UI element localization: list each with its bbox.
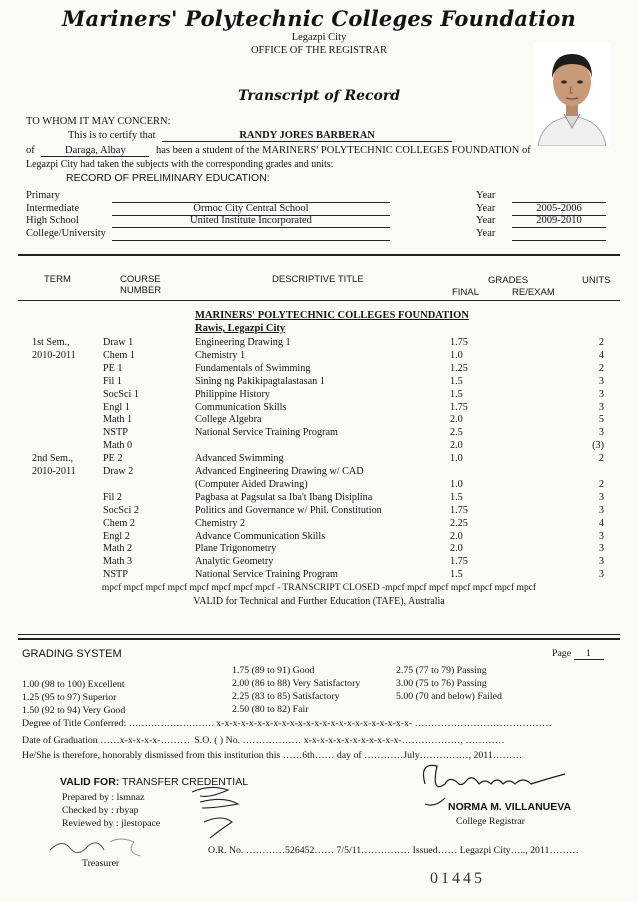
reviewed-value: : jlestopace xyxy=(115,818,161,829)
descriptive-title-cell xyxy=(195,439,435,452)
reexam-header: RE/EXAM xyxy=(512,287,555,298)
checked-value: : rbyap xyxy=(110,805,139,816)
dismissal-text: He/She is therefore, honorably dismissed from this institution this xyxy=(22,750,281,761)
final-grade-cell: 1.75 xyxy=(450,401,468,413)
grade-scale-entry: 2.00 (86 to 88) Very Satisfactory xyxy=(232,678,361,689)
course-number-cell: PE 2 xyxy=(103,453,123,465)
issued-year: 2011 xyxy=(530,845,550,856)
year-label: Year xyxy=(476,190,496,201)
descriptive-title-cell: Chemistry 2 xyxy=(195,517,246,529)
course-number-cell: SocSci 1 xyxy=(103,388,139,400)
course-number-cell: SocSci 2 xyxy=(103,504,139,516)
preliminary-level: Primary xyxy=(26,190,60,201)
student-photo xyxy=(534,42,610,146)
term-cell xyxy=(32,478,92,491)
course-number-cell: Math 0 xyxy=(103,440,133,452)
final-grade-cell: 1.5 xyxy=(450,388,463,400)
descriptive-title-cell: Engineering Drawing 1 xyxy=(195,337,291,348)
units-cell: (3) xyxy=(592,440,604,452)
valid-for-label: VALID FOR: xyxy=(60,776,120,788)
preliminary-level: High School xyxy=(26,215,79,226)
course-number-cell: Math 3 xyxy=(103,556,133,568)
descriptive-title-cell: Pagbasa at Pagsulat sa Iba't Ibang Disiplina xyxy=(195,491,373,503)
preliminary-heading: RECORD OF PRELIMINARY EDUCATION: xyxy=(66,172,270,184)
course-number-cell: NSTP xyxy=(103,427,128,439)
course-number-cell: Engl 2 xyxy=(103,530,130,542)
final-grade-cell: 2.25 xyxy=(450,517,468,529)
final-header: FINAL xyxy=(452,287,479,298)
registrar-title: College Registrar xyxy=(456,816,525,827)
course-number-cell: Chem 1 xyxy=(103,349,135,361)
issued-place: Legazpi City xyxy=(459,845,511,856)
descriptive-title-cell: Sining ng Pakikipagtalastasan 1 xyxy=(195,375,325,387)
page-label: Page xyxy=(552,648,572,659)
registrar-name: NORMA M. VILLANUEVA xyxy=(448,801,572,813)
final-grade-cell: 2.0 xyxy=(450,543,463,555)
units-cell: 3 xyxy=(598,569,604,581)
year-label: Year xyxy=(476,215,496,226)
units-cell: 3 xyxy=(598,388,604,400)
descriptive-title-cell: Chemistry 1 xyxy=(195,349,246,361)
grade-scale-entry: 2.25 (83 to 85) Satisfactory xyxy=(232,691,340,702)
course-header: COURSE xyxy=(120,274,161,285)
term-cell xyxy=(32,530,92,543)
final-grade-cell: 1.5 xyxy=(450,569,463,581)
units-cell xyxy=(580,465,604,478)
units-cell: 3 xyxy=(598,427,604,439)
grade-scale-entry: 2.50 (80 to 82) Fair xyxy=(232,704,309,715)
prepared-label: Prepared by xyxy=(62,792,110,803)
term-cell xyxy=(32,542,92,555)
course-number-cell: Draw 2 xyxy=(103,466,134,477)
descriptive-title-cell: Advanced Swimming xyxy=(195,453,284,465)
units-cell: 3 xyxy=(598,491,604,503)
term-cell xyxy=(32,517,92,530)
registrar-office: OFFICE OF THE REGISTRAR xyxy=(250,45,388,56)
descriptive-title-cell: (Computer Aided Drawing) xyxy=(195,478,308,490)
reviewed-label: Reviewed by xyxy=(62,818,114,829)
of-label: of xyxy=(26,145,35,156)
preliminary-school xyxy=(112,228,390,241)
final-grade-cell: 1.5 xyxy=(450,375,463,387)
term-cell xyxy=(32,401,92,414)
school-name: MARINERS' POLYTECHNIC COLLEGES FOUNDATION xyxy=(195,310,469,321)
divider xyxy=(18,254,620,256)
grade-scale-entry: 1.25 (95 to 97) Superior xyxy=(22,692,117,703)
term-cell: 2nd Sem., xyxy=(32,453,74,465)
grade-scale-entry: 5.00 (70 and below) Failed xyxy=(396,691,502,702)
units-header: UNITS xyxy=(582,275,611,286)
grade-scale-entry: 2.75 (77 to 79) Passing xyxy=(396,665,487,676)
student-address: Daraga, Albay xyxy=(41,145,149,157)
graduation-label: Date of Graduation xyxy=(22,735,98,746)
grading-column-1 xyxy=(22,678,125,717)
course-number-cell: Engl 1 xyxy=(103,401,130,413)
final-grade-cell: 1.25 xyxy=(450,362,468,374)
course-number-cell: PE 1 xyxy=(103,362,123,374)
course-number-cell: Chem 2 xyxy=(103,517,135,529)
so-value: x-x-x-x-x-x-x-x-x-x-x-x- xyxy=(303,735,402,746)
units-cell: 5 xyxy=(598,414,604,426)
grades-header: GRADES xyxy=(488,275,529,286)
descriptive-title-cell: National Service Training Program xyxy=(195,427,338,439)
final-grade-cell: 2.0 xyxy=(450,414,463,426)
descriptive-title-cell: Plane Trigonometry xyxy=(195,543,277,555)
number-header: NUMBER xyxy=(120,285,162,296)
degree-value: x-x-x-x-x-x-x-x-x-x-x-x-x-x-x-x-x-x-x-x-x-x-x-x- xyxy=(216,718,413,729)
preliminary-year: 2009-2010 xyxy=(512,215,606,228)
units-cell: 3 xyxy=(598,556,604,568)
term-cell xyxy=(32,439,92,452)
units-cell: 3 xyxy=(598,504,604,516)
grade-scale-entry: 1.00 (98 to 100) Excellent xyxy=(22,679,125,690)
term-cell xyxy=(32,555,92,568)
divider xyxy=(18,300,620,301)
student-status-text: has been a student of the MARINERS' POLYTECHNIC COLLEGES FOUNDATION of xyxy=(156,145,531,156)
so-label: S.O. ( ) No. xyxy=(194,735,241,746)
treasurer-label: Treasurer xyxy=(82,858,120,869)
units-cell: 4 xyxy=(598,517,604,529)
day-of-label: day of xyxy=(336,750,362,761)
final-grade-cell: 1.5 xyxy=(450,491,463,503)
final-grade-cell: 1.75 xyxy=(450,504,468,516)
institution-name: Mariners' Polytechnic Colleges Foundation xyxy=(62,6,576,31)
descriptive-title-cell: Politics and Governance w/ Phil. Constitution xyxy=(195,504,382,516)
grading-heading: GRADING SYSTEM xyxy=(22,648,122,660)
term-cell xyxy=(32,568,92,581)
descriptive-title-cell: National Service Training Program xyxy=(195,569,338,581)
dismissal-year: 2011 xyxy=(473,750,493,761)
degree-label: Degree of Title Conferred: xyxy=(22,718,127,729)
descriptive-title-cell: Advanced Engineering Drawing w/ CAD xyxy=(195,466,364,477)
or-date: 7/5/11 xyxy=(336,845,362,856)
title-header: DESCRIPTIVE TITLE xyxy=(272,274,364,285)
year-label: Year xyxy=(476,202,496,214)
student-name: RANDY JORES BARBERAN xyxy=(162,130,452,142)
divider xyxy=(18,638,620,640)
subjects-statement: Legazpi City had taken the subjects with the corresponding grades and units: xyxy=(26,159,334,170)
descriptive-title-cell: Communication Skills xyxy=(195,401,287,413)
final-grade-cell: 1.0 xyxy=(450,349,463,361)
term-cell: 2010-2011 xyxy=(32,466,76,477)
certify-text: This is to certify that xyxy=(68,130,156,141)
units-cell: 4 xyxy=(598,349,604,361)
descriptive-title-cell: College Algebra xyxy=(195,414,262,426)
year-label: Year xyxy=(476,227,496,239)
prepared-value: : lsmnaz xyxy=(111,792,145,803)
course-number-cell: Fil 2 xyxy=(103,491,122,503)
checked-label: Checked by xyxy=(62,805,109,816)
final-grade-cell: 1.0 xyxy=(450,453,463,465)
descriptive-title-cell: Philippine History xyxy=(195,388,270,400)
term-cell xyxy=(32,504,92,517)
units-cell: 3 xyxy=(598,530,604,542)
units-cell: 2 xyxy=(598,478,604,490)
preliminary-school: Ormoc City Central School xyxy=(112,203,390,216)
tafe-validity: VALID for Technical and Further Education (TAFE), Australia xyxy=(193,596,445,607)
final-grade-cell: 1.75 xyxy=(450,556,468,568)
descriptive-title-cell: Analytic Geometry xyxy=(195,556,274,568)
course-number-cell: Math 2 xyxy=(103,543,133,555)
units-cell: 3 xyxy=(598,543,604,555)
course-number-cell: Draw 1 xyxy=(103,337,134,348)
initials-signature xyxy=(180,778,250,848)
term-cell xyxy=(32,413,92,426)
serial-number: 01445 xyxy=(430,870,485,887)
preliminary-year xyxy=(512,190,606,203)
or-label: O.R. No. xyxy=(208,845,244,856)
grading-column-3 xyxy=(396,664,502,703)
descriptive-title-cell: Fundamentals of Swimming xyxy=(195,362,311,374)
page-number: 1 xyxy=(574,648,604,660)
issued-label: Issued xyxy=(412,845,438,856)
term-cell xyxy=(32,426,92,439)
final-grade-cell: 2.5 xyxy=(450,427,463,439)
units-cell: 3 xyxy=(598,401,604,413)
units-cell: 2 xyxy=(598,453,604,465)
preliminary-year xyxy=(512,228,606,241)
salutation: TO WHOM IT MAY CONCERN: xyxy=(26,116,171,127)
term-cell: 2010-2011 xyxy=(32,349,76,361)
final-grade-cell: 1.0 xyxy=(450,478,463,490)
term-cell xyxy=(32,362,92,375)
preliminary-school xyxy=(112,190,390,203)
school-location: Rawis, Legazpi City xyxy=(195,323,286,334)
units-cell: 3 xyxy=(598,375,604,387)
term-header: TERM xyxy=(44,274,71,285)
final-grade-cell: 2.0 xyxy=(450,530,463,542)
final-grade-cell: 1.75 xyxy=(450,337,468,348)
grade-scale-entry: 1.75 (89 to 91) Good xyxy=(232,665,315,676)
course-number-cell xyxy=(103,478,189,491)
document-title: Transcript of Record xyxy=(237,88,401,104)
final-grade-cell xyxy=(450,465,490,478)
term-cell xyxy=(32,388,92,401)
term-cell xyxy=(32,375,92,388)
dismissal-day: 6th xyxy=(302,750,315,761)
grade-scale-entry: 3.00 (75 to 76) Passing xyxy=(396,678,487,689)
preliminary-level: College/University xyxy=(26,227,106,239)
divider xyxy=(18,634,620,635)
course-number-cell: Fil 1 xyxy=(103,375,122,387)
descriptive-title-cell: Advance Communication Skills xyxy=(195,530,326,542)
grading-column-2 xyxy=(232,664,360,716)
units-cell: 2 xyxy=(598,337,604,348)
transcript-closed-line: mpcf mpcf mpcf mpcf mpcf mpcf mpcf mpcf - TRANSCRIPT CLOSED -mpcf mpcf mpcf mpcf mpcf mpcf mpcf xyxy=(101,583,537,593)
term-cell: 1st Sem., xyxy=(32,337,70,348)
graduation-value: x-x-x-x-x- xyxy=(119,735,161,746)
term-cell xyxy=(32,491,92,504)
institution-city: Legazpi City xyxy=(291,32,347,43)
grade-scale-entry: 1.50 (92 to 94) Very Good xyxy=(22,705,126,716)
units-cell: 2 xyxy=(598,362,604,374)
course-number-cell: NSTP xyxy=(103,569,128,581)
or-number: 526452 xyxy=(285,845,315,856)
preliminary-year: 2005-2006 xyxy=(512,203,606,216)
course-number-cell: Math 1 xyxy=(103,414,133,426)
preliminary-level: Intermediate xyxy=(26,202,80,214)
dismissal-month: July xyxy=(403,750,420,761)
final-grade-cell: 2.0 xyxy=(450,440,463,452)
preliminary-school: United Institute Incorporated xyxy=(112,215,390,228)
valid-for-value: TRANSFER CREDENTIAL xyxy=(122,776,249,788)
